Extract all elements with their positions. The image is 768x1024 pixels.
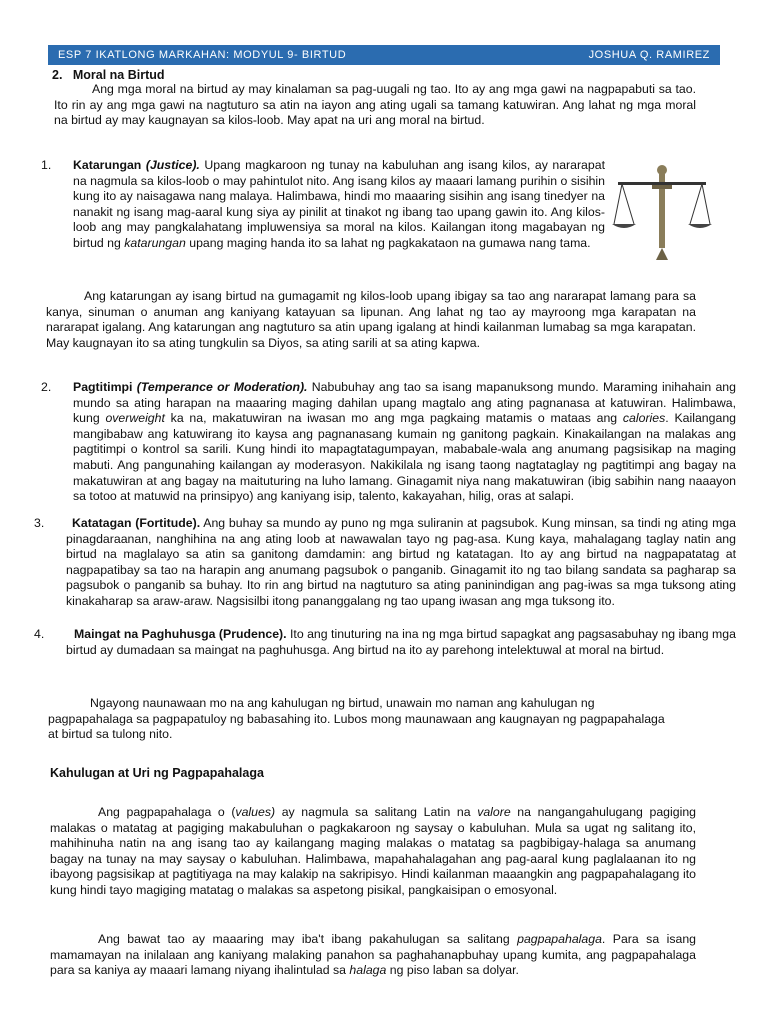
temperance-italic-1: overweight [105, 411, 165, 426]
values-paragraph-2 [50, 932, 696, 979]
page-header [48, 45, 720, 65]
justice-item [41, 158, 605, 252]
justice-paragraph [46, 289, 696, 351]
values-p2-italic-2: halaga [349, 963, 387, 978]
temperance-italic-2: calories [622, 411, 666, 426]
transition-text: Ngayong naunawaan mo na ang kahulugan ng birtud, unawain mo naman ang kahulugan ng pagpapahalaga sa pagpapatuloy ng babasahing ito. Lubos mong maunawaan ang kaugnayan ng pagpapahalaga at birtud sa tulong nito. [48, 696, 665, 742]
values-p2-italic-1: pagpapahalaga [517, 932, 602, 946]
justice-text-2: upang maging handa ito sa lahat ng pagkakataon na gumawa nang tama. [189, 235, 591, 250]
fortitude-text: Ang buhay sa mundo ay puno ng mga suliranin at pagsubok. Kung minsan, sa tindi ng ating mga pinagdaraanan, nanghihina na ang ating loob at nawawalan tayo ng pag-asa. Kung kaya, mahalagang taglay natin ang birtud na maglalayo sa atin sa ganitong damdamin: ang birtud ng katatagan. Ito ay ang birtud na nagpapatatag at nagpapatibay sa tao na harapin ang anumang pagsubok o panganib. Ginagamit ito ng tao bilang sandata sa pagharap sa pagsubok o panganib sa buhay. Ito rin ang birtud na nagtuturo sa ating paninindigan ang pag-iwas sa mga tuksong ating kinakaharap sa araw-araw. Nagsisilbi itong pananggalang ng tao upang iwasan ang mga tuksong ito. [66, 516, 736, 608]
values-p1-italic-1: values) [235, 805, 276, 819]
values-p2-text-a: Ang bawat tao ay maaaring may iba't ibang pakahulugan sa salitang [98, 932, 510, 946]
temperance-item [41, 380, 736, 505]
temperance-title: Pagtitimpi [73, 380, 133, 394]
values-p1-text-c: na nangangahulugang pagiging malakas o matatag at pagiging makabuluhan o pagkakaroon ng saysay o kabuluhan. Mula sa ugat ng salitang ito, mahihinuha natin na ang isang tao ay kailangang maging malakas o matatag sa pagbibigay-halaga sa anumang bagay na tunay na may saysay o kabuluhan. Halimbawa, mapahahalagahan ang pag-aaral kung paglalaanan ito ng ibayong pagsisikap at pagtitiyaga na may kalakip na sakripisyo. Hindi kailanman maaangkin ang pagpapahalagang ito kung hindi tayo magiging matatag o malakas sa aspetong pisikal, pangkaisipan o emosyonal. [50, 805, 696, 897]
prudence-item [34, 627, 736, 658]
temperance-text-3: . Kailangang mangibabaw ang katuwirang ito kaysa ang pagnanasang kumain ng ganitong pagkain. Kinakailangan na malakas ang pagtitimpi o kontrol sa sarili. Kung hindi ito mapagtatagumpayan, mababale-wala ang anumang pagsisikap na maging mabuti. Ang pangunahing kailangan ay moderasyon. Nakikilala ng isang taong nagtataglay ng pagtitimpi ang bagay na makatuwiran at ang bagay na maituturing na luho lamang. Ginagamit niya nang makatuwiran (ibig sabihin nang naaayon sa totoo at matuwid na prinsipyo) ang kaniyang isip, talento, kakayahan, hilig, oras at salapi. [73, 411, 736, 504]
moral-intro [54, 82, 696, 129]
values-p1-text-a: Ang pagpapahalaga o ( [98, 805, 236, 819]
fortitude-title: Katatagan (Fortitude). [72, 516, 201, 530]
prudence-num: 4. [34, 627, 45, 641]
prudence-text: Ito ang tinuturing na ina ng mga birtud sapagkat ang pagsasabuhay ng ibang mga birtud ay dumadaan sa maingat na paghuhusga. Ang birtud na ito ay parehong intelektuwal at moral na birtud. [66, 627, 736, 657]
justice-para-text: Ang katarungan ay isang birtud na gumagamit ng kilos-loob upang ibigay sa tao ang nararapat lamang para sa kanya, sinuman o anuman ang kaniyang katayuan sa lipunan. Ang lahat ng tao ay mayroong mga karapatan na nararapat igalang. Ang katarungan ang nagtuturo sa atin upang igalang at hindi kailanman lumabag sa mga karapatan. May kaugnayan ito sa ating tungkulin sa Diyos, sa ating sarili at sa ating kapwa. [46, 289, 696, 350]
moral-heading-num: 2. [52, 68, 63, 82]
header-author: JOSHUA Q. RAMIREZ [588, 49, 710, 61]
justice-num: 1. [41, 158, 52, 172]
temperance-num: 2. [41, 380, 52, 394]
fortitude-item [34, 516, 736, 610]
moral-intro-text: Ang mga moral na birtud ay may kinalaman sa pag-uugali ng tao. Ito ay ang mga gawi na nagpapabuti sa tao. Ito rin ay ang mga gawi na nagtuturo sa atin na iayon ang ating ugali sa tamang katuwiran. Ang lahat ng mga moral na birtud ay may kaugnayan sa kilos-loob. May apat na uri ang moral na birtud. [54, 82, 696, 128]
scales-of-justice-icon [612, 160, 712, 270]
moral-heading [52, 68, 165, 82]
section-title: Kahulugan at Uri ng Pagpapahalaga [50, 766, 264, 780]
moral-heading-title: Moral na Birtud [72, 68, 165, 82]
values-p2-text-c: ng piso laban sa dolyar. [389, 963, 519, 978]
values-paragraph-1 [50, 805, 696, 899]
transition-paragraph [48, 696, 668, 743]
values-p1-text-b: ay nagmula sa salitang Latin na [281, 805, 471, 819]
justice-title: Katarungan [73, 158, 142, 172]
fortitude-num: 3. [34, 516, 45, 530]
temperance-title-en: (Temperance or Moderation). [136, 380, 308, 394]
temperance-text-2: ka na, makatuwiran na iwasan mo ang mga pagkaing matamis o mataas ang [170, 411, 618, 426]
justice-title-en: (Justice). [145, 158, 200, 172]
justice-italic: katarungan [124, 235, 186, 250]
header-course: ESP 7 IKATLONG MARKAHAN: MODYUL 9- BIRTUD [58, 49, 347, 61]
values-p2-text-b: . Para sa isang mamamayan na inilalaan ang kaniyang malaking panahon sa paghahanapbuhay upang kumita, ang pagpapahalaga para sa kaniya ay maaari lamang niyang ihalintulad sa [50, 932, 696, 978]
temperance-text-1: Nabubuhay ang tao sa isang mapanuksong mundo. Maraming inihahain ang mundo sa ating harapan na maaaring maging dahilan upang magtalo ang ating pagnanasa at katuwiran. Halimbawa, kung [73, 380, 736, 426]
prudence-title: Maingat na Paghuhusga (Prudence). [74, 627, 287, 641]
justice-text-1: Upang magkaroon ng tunay na kabuluhan ang isang kilos, ay nararapat na nagmula sa kilos-loob o may pahintulot nito. Ang isang kilos ay maaari lamang purihin o sisihin kung ito ay naisagawa nang malaya. Halimbawa, hindi mo maaaring sisihin ang isang tinedyer na nanakit ng isang mag-aaral kung siya ay pinilit at tinakot ng ibang tao upang gawin ito. Ang kilos-loob ang may pangkalahatang impluwensiya sa moral na kilos. Kailangan itong magabayan ng birtud ng [73, 158, 605, 250]
values-p1-italic-2: valore [477, 805, 511, 819]
